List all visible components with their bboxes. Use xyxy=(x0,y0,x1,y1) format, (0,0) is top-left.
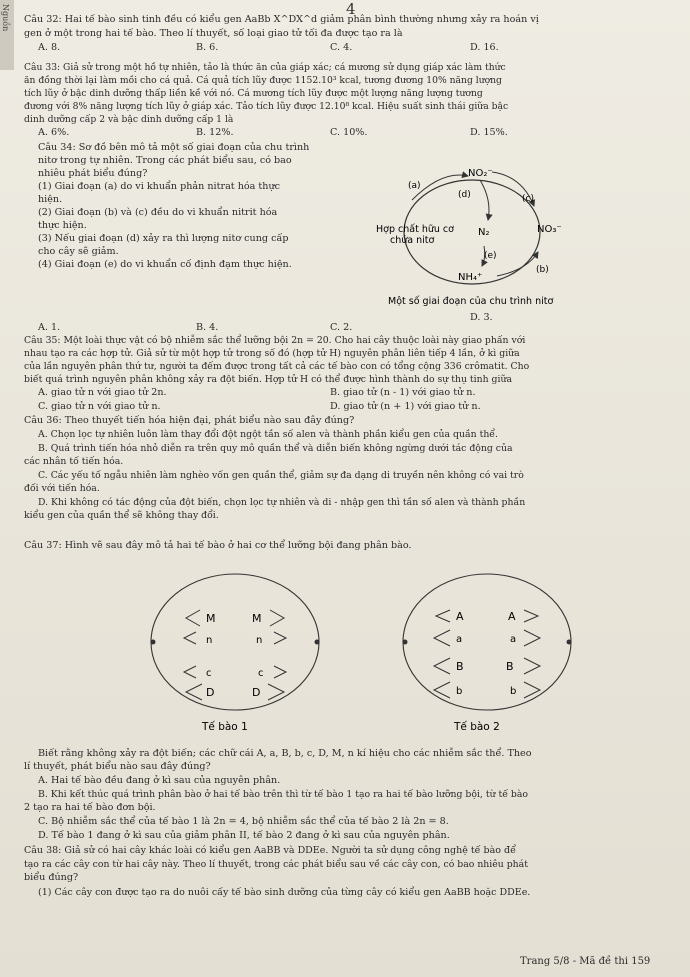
chromatid-c-left xyxy=(184,666,196,678)
cell-2-label: B xyxy=(456,660,464,673)
cell-2-label: a xyxy=(510,634,517,645)
q37-option-b: B. Khi kết thúc quá trình phân bào ở hai tế bào trên thì từ tế bào 1 tạo ra hai tế bào lưỡng bội, từ tế bào xyxy=(38,789,529,800)
chromatid-M-left xyxy=(186,610,200,626)
q38-stem-line3: biểu đúng? xyxy=(24,872,79,883)
q37-line2: lí thuyết, phát biểu nào sau đây đúng? xyxy=(24,761,211,772)
cell-1-membrane xyxy=(151,574,319,710)
cell-1-svg xyxy=(140,570,330,740)
q34-line: thực hiện. xyxy=(38,220,87,231)
q36-option-c-cont: đối với tiến hóa. xyxy=(24,483,100,494)
q32-option-b: B. 6. xyxy=(196,42,219,53)
cell-1-label: D xyxy=(206,686,215,699)
cell-1-pole-right xyxy=(315,640,320,645)
chromatid-A-left xyxy=(436,610,450,622)
cell-2-caption: Tế bào 2 xyxy=(454,721,500,733)
cell-1-label: M xyxy=(206,612,216,625)
chromatid-a-right xyxy=(524,630,540,646)
chromatid-D-left xyxy=(186,684,202,700)
chromatid-c-right xyxy=(274,666,286,678)
chromatid-A-right xyxy=(524,610,538,622)
label-n2: N₂ xyxy=(478,227,490,238)
q35-option-a: A. giao tử n với giao tử 2n. xyxy=(38,387,167,398)
q32-option-d: D. 16. xyxy=(470,42,499,53)
label-organic: Hợp chất hữu cơ xyxy=(376,224,454,235)
q35-option-d: D. giao tử (n + 1) với giao tử n. xyxy=(330,401,481,412)
chromatid-M-right xyxy=(270,610,284,626)
q33-stem-line1: Câu 33: Giả sử trong một hồ tự nhiên, tảo là thức ăn của giáp xác; cá mương sử dụng giáp xác làm thức xyxy=(24,62,506,73)
chromatid-B-left xyxy=(434,658,450,674)
q32-option-a: A. 8. xyxy=(38,42,61,53)
q34-line: cho cây sẽ giảm. xyxy=(38,246,119,257)
cell-2-label: A xyxy=(456,610,464,623)
label-e: (e) xyxy=(484,251,497,261)
cell-2-label: a xyxy=(456,634,463,645)
cell-2-pole-left xyxy=(403,640,408,645)
q33-stem-line5: dinh dưỡng cấp 2 và bậc dinh dưỡng cấp 1 là xyxy=(24,114,234,125)
q36-option-b: B. Quá trình tiến hóa nhỏ diễn ra trên quy mô quần thể và diễn biến không ngừng dưới tác động của xyxy=(38,443,513,454)
q34-line: nhiêu phát biểu đúng? xyxy=(38,168,148,179)
q33-stem-line2: ăn đồng thời lại làm mồi cho cá quả. Cá quả tích lũy được 1152.10³ kcal, tương đương 10% năng lượng xyxy=(24,75,502,86)
label-a: (a) xyxy=(408,181,421,191)
cell-1-label: n xyxy=(206,635,213,646)
q34-line: hiện. xyxy=(38,194,63,205)
side-label: Nguồn xyxy=(1,4,10,32)
diagram-caption: Một số giai đoạn của chu trình nitơ xyxy=(388,296,554,307)
q34-line: Câu 34: Sơ đồ bên mô tả một số giai đoạn của chu trình xyxy=(38,142,310,153)
cell-2-svg xyxy=(392,570,582,740)
cell-1-label: M xyxy=(252,612,262,625)
q35-option-c: C. giao tử n với giao tử n. xyxy=(38,401,161,412)
q35-stem-line1: Câu 35: Một loài thực vật có bộ nhiễm sắc thể lưỡng bội 2n = 20. Cho hai cây thuộc loài này giao phấn với xyxy=(24,335,526,346)
chromatid-B-right xyxy=(524,658,540,674)
q33-option-a: A. 6%. xyxy=(38,127,70,138)
cell-1-caption: Tế bào 1 xyxy=(202,721,248,733)
cell-2-figure xyxy=(392,570,582,740)
q33-stem-line3: tích lũy ở bậc dinh dưỡng thấp liền kề với nó. Cá mương tích lũy được một lượng năng lượng tương xyxy=(24,88,483,99)
cell-1-pole-left xyxy=(151,640,156,645)
cell-2-membrane xyxy=(403,574,571,710)
q34-option-a: A. 1. xyxy=(38,322,61,333)
cell-1-figure xyxy=(140,570,330,740)
q34-line: (2) Giai đoạn (b) và (c) đều do vi khuẩn nitrit hóa xyxy=(38,207,278,218)
label-b: (b) xyxy=(536,265,549,275)
q35-stem-line4: biết quá trình nguyên phân không xảy ra đột biến. Hợp tử H có thể được hình thành do sự thụ tinh giữa xyxy=(24,374,513,385)
q36-option-b-cont: các nhân tố tiến hóa. xyxy=(24,456,124,467)
q34-option-b: B. 4. xyxy=(196,322,219,333)
nitrogen-cycle-svg xyxy=(372,140,612,315)
q35-stem-line3: của lần nguyên phân thứ tư, người ta đếm được trong tất cả các tế bào con có tổng cộng 336 crômatit. Cho xyxy=(24,361,530,372)
label-no2: NO₂⁻ xyxy=(468,168,493,179)
q34-line: (4) Giai đoạn (e) do vi khuẩn cố định đạm thực hiện. xyxy=(38,259,292,270)
label-c: (c) xyxy=(522,194,534,204)
q37-option-b-cont: 2 tạo ra hai tế bào đơn bội. xyxy=(24,802,156,813)
cell-1-label: c xyxy=(258,668,264,679)
q37-line1: Biết rằng không xảy ra đột biến; các chữ cái A, a, B, b, c, D, M, n kí hiệu cho các nhiễm sắc thể. Theo xyxy=(38,748,532,759)
q32-stem-line1: Câu 32: Hai tế bào sinh tinh đều có kiểu gen AaBb X^DX^d giảm phân bình thường nhưng xảy ra hoán vị xyxy=(24,14,539,25)
q36-option-d: D. Khi không có tác động của đột biến, chọn lọc tự nhiên và di - nhập gen thì tần số alen và thành phần xyxy=(38,497,526,508)
chromatid-n-right xyxy=(274,632,286,644)
cell-2-label: B xyxy=(506,660,514,673)
arrow-d xyxy=(480,180,489,220)
q36-option-a: A. Chọn lọc tự nhiên luôn làm thay đổi đột ngột tần số alen và thành phần kiểu gen của quần thể. xyxy=(38,429,498,440)
q38-stem-line1: Câu 38: Giả sử có hai cây khác loài có kiểu gen AaBB và DDEe. Người ta sử dụng công nghệ tế bào để xyxy=(24,845,516,856)
q34-option-d: D. 3. xyxy=(470,312,493,323)
q36-stem: Câu 36: Theo thuyết tiến hóa hiện đại, phát biểu nào sau đây đúng? xyxy=(24,415,355,426)
q33-option-d: D. 15%. xyxy=(470,127,508,138)
q37-stem: Câu 37: Hình vẽ sau đây mô tả hai tế bào ở hai cơ thể lưỡng bội đang phân bào. xyxy=(24,540,412,551)
arrow-b xyxy=(497,252,538,276)
q34-option-c: C. 2. xyxy=(330,322,353,333)
q36-option-c: C. Các yếu tố ngẫu nhiên làm nghèo vốn gen quần thể, giảm sự đa dạng di truyền nên không có vai trò xyxy=(38,470,524,481)
chromatid-n-left xyxy=(184,632,196,644)
cell-1-label: c xyxy=(206,668,212,679)
chromatid-b-left xyxy=(434,682,450,698)
cell-2-label: b xyxy=(510,686,517,697)
q32-stem-line2: gen ở một trong hai tế bào. Theo lí thuyết, số loại giao tử tối đa được tạo ra là xyxy=(24,28,403,39)
page-footer: Trang 5/8 - Mã đề thi 159 xyxy=(520,956,651,967)
q34-line: nitơ trong tự nhiên. Trong các phát biểu sau, có bao xyxy=(38,155,292,166)
cell-2-label: A xyxy=(508,610,516,623)
label-organic-2: chứa nitơ xyxy=(390,235,435,246)
handwritten-mark: 4 xyxy=(346,0,356,18)
q37-option-d: D. Tế bào 1 đang ở kì sau của giảm phân II, tế bào 2 đang ở kì sau của nguyên phân. xyxy=(38,830,450,841)
cell-1-label: n xyxy=(256,635,263,646)
q35-option-b: B. giao tử (n - 1) với giao tử n. xyxy=(330,387,476,398)
label-no3: NO₃⁻ xyxy=(537,224,562,235)
q38-statement-1: (1) Các cây con được tạo ra do nuôi cấy tế bào sinh dưỡng của từng cây có kiểu gen AaBB hoặc DDEe. xyxy=(38,887,531,898)
cell-1-label: D xyxy=(252,686,261,699)
nitrogen-cycle-diagram xyxy=(372,140,612,315)
q36-option-d-cont: kiểu gen của quần thể sẽ không thay đổi. xyxy=(24,510,219,521)
q38-stem-line2: tạo ra các cây con từ hai cây này. Theo lí thuyết, trong các phát biểu sau về các cây con, có bao nhiêu phát xyxy=(24,859,528,870)
chromatid-D-right xyxy=(268,684,284,700)
q33-stem-line4: đương với 8% năng lượng tích lũy ở giáp xác. Tảo tích lũy được 12.10⁸ kcal. Hiệu suất sinh thái giữa bậc xyxy=(24,101,509,112)
label-nh4: NH₄⁺ xyxy=(458,272,483,283)
q33-option-b: B. 12%. xyxy=(196,127,234,138)
q32-option-c: C. 4. xyxy=(330,42,353,53)
q35-stem-line2: nhau tạo ra các hợp tử. Giả sử từ một hợp tử trong số đó (hợp tử H) nguyên phân liên tiếp 4 lần, ở kì giữa xyxy=(24,348,520,359)
cell-2-pole-right xyxy=(567,640,572,645)
q37-option-a: A. Hai tế bào đều đang ở kì sau của nguyên phân. xyxy=(38,775,281,786)
chromatid-b-right xyxy=(524,682,540,698)
chromatid-a-left xyxy=(434,630,450,646)
q34-line: (1) Giai đoạn (a) do vi khuẩn phản nitrat hóa thực xyxy=(38,181,281,192)
q33-option-c: C. 10%. xyxy=(330,127,368,138)
label-d: (d) xyxy=(458,190,471,200)
q34-line: (3) Nếu giai đoạn (d) xảy ra thì lượng nitơ cung cấp xyxy=(38,233,289,244)
q37-option-c: C. Bộ nhiễm sắc thể của tế bào 1 là 2n = 4, bộ nhiễm sắc thể của tế bào 2 là 2n = 8. xyxy=(38,816,449,827)
cell-2-label: b xyxy=(456,686,463,697)
